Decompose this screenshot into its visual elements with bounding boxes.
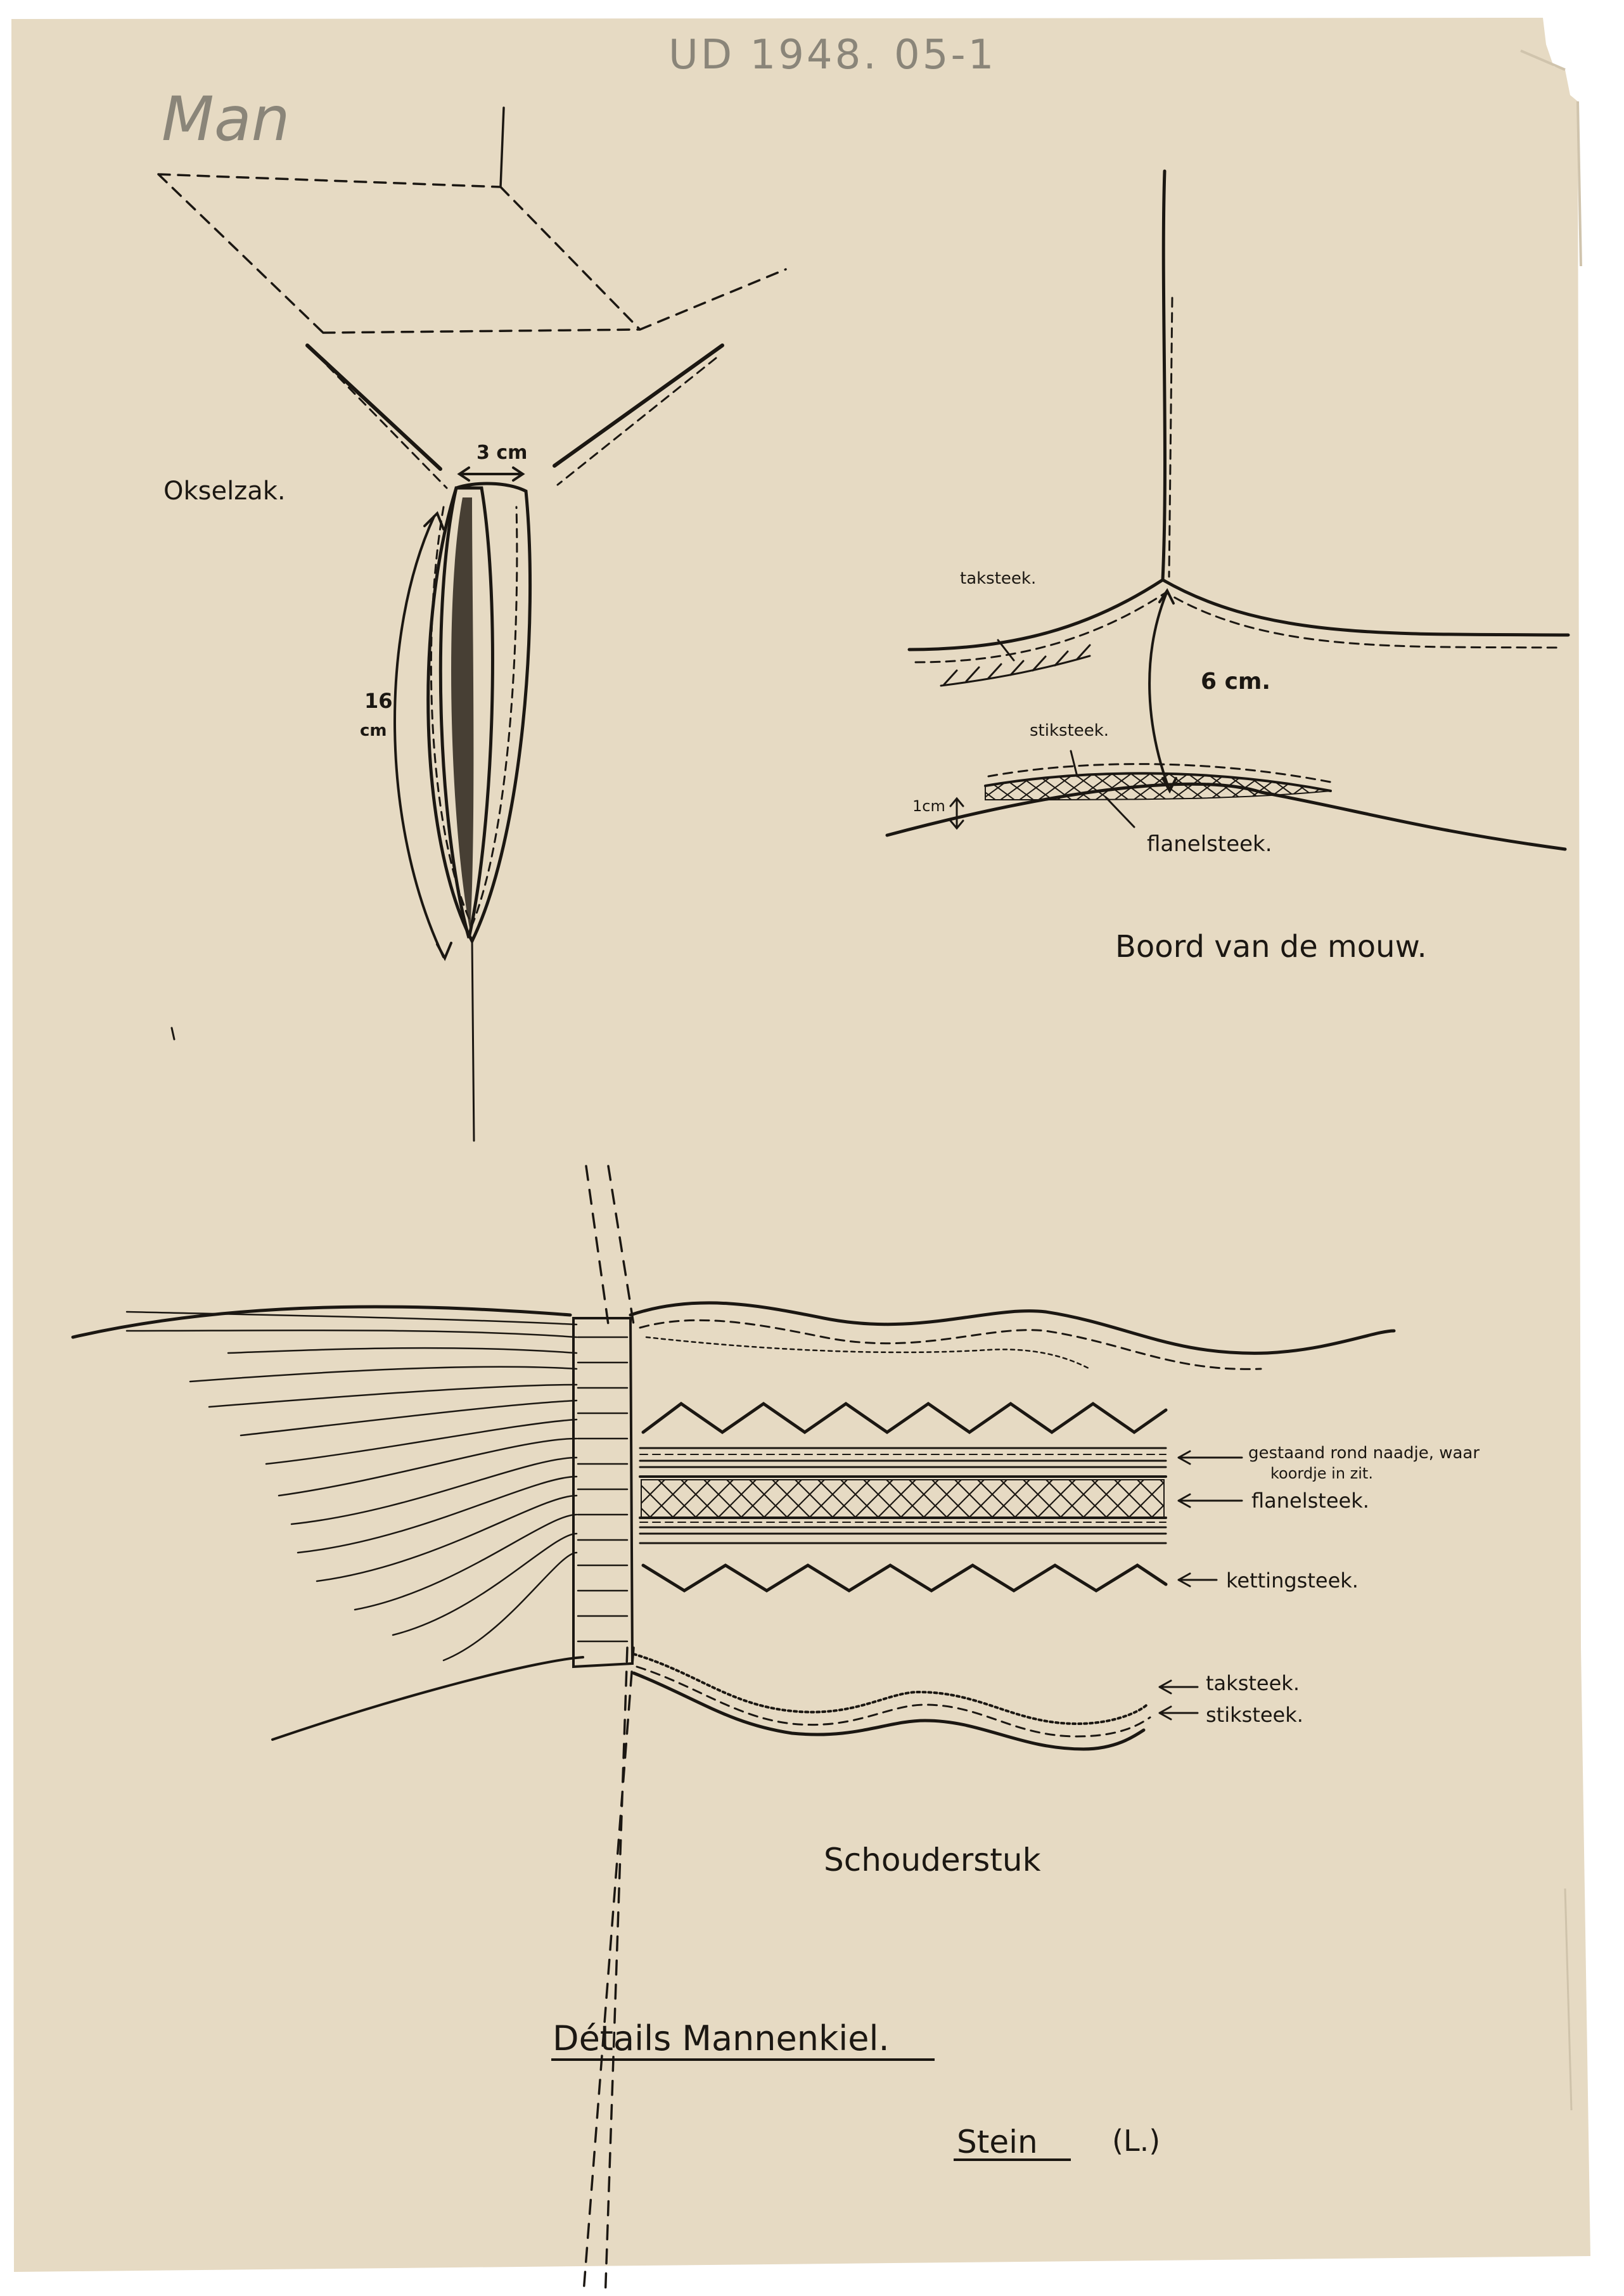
sheet-place-suffix: (L.) (1112, 2124, 1161, 2158)
sheet-place: Stein (957, 2124, 1038, 2160)
schouderstuk-note-line1: gestaand rond naadje, waar (1248, 1444, 1480, 1463)
sheet-title: Détails Mannenkiel. (553, 2018, 890, 2058)
schouderstuk-caption: Schouderstuk (824, 1842, 1041, 1878)
okselzak-caption: Okselzak. (163, 477, 286, 506)
okselzak-length-label-top: 16 (364, 689, 393, 713)
boord-caption: Boord van de mouw. (1115, 929, 1427, 965)
schouderstuk-stitch-stik: stiksteek. (1206, 1703, 1303, 1727)
boord-stitch-top: taksteek. (960, 569, 1037, 588)
archive-reference: UD 1948. 05-1 (668, 32, 997, 79)
boord-stitch-bottom: flanelsteek. (1147, 831, 1272, 857)
schouderstuk-note-line2: koordje in zit. (1270, 1465, 1373, 1482)
schouderstuk-stitch-ketting: kettingsteek. (1226, 1568, 1359, 1593)
schouderstuk-stitch-tak: taksteek. (1206, 1671, 1300, 1695)
boord-stitch-mid: stiksteek. (1030, 721, 1109, 740)
shoulder-flanel-band (641, 1480, 1164, 1518)
boord-height-label: 6 cm. (1201, 669, 1271, 695)
boord-hem-label: 1cm (912, 797, 945, 815)
pencil-note: Man (162, 84, 290, 155)
paper (11, 18, 1590, 2272)
okselzak-width-label: 3 cm (476, 442, 528, 464)
schouderstuk-stitch-flanel: flanelsteek. (1251, 1489, 1369, 1513)
okselzak-length-label-bottom: cm (360, 721, 387, 740)
